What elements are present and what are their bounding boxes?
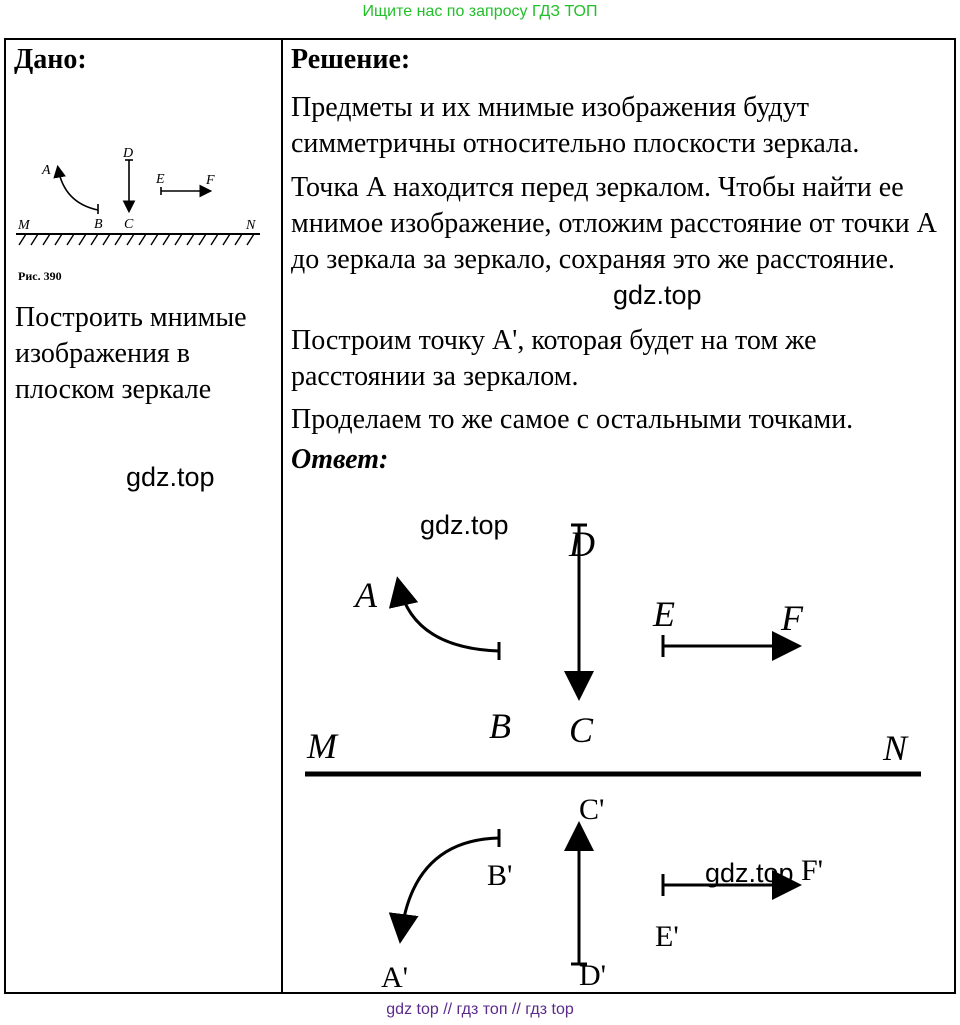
given-figure [14, 98, 264, 298]
given-label-c: C [124, 217, 134, 232]
bottom-banner: gdz top // гдз топ // гдз top [386, 1001, 574, 1018]
answer-label-d: D [569, 524, 595, 564]
answer-label-a: A [355, 575, 377, 615]
solution-paragraph-3: Построим точку А', которая будет на том же расстоянии за зеркалом. [291, 325, 817, 392]
given-label-f: F [206, 173, 215, 188]
given-mirror-hatching [19, 234, 254, 245]
solution-paragraph-1: Предметы и их мнимые изображения будут симметричны относительно плоскости зеркала. [291, 92, 860, 159]
answer-label-a-prime: A' [381, 961, 409, 994]
given-label-a: A [42, 163, 51, 178]
solution-paragraph-2: Точка А находится перед зеркалом. Чтобы найти ее мнимое изображение, отложим расстояние от точки А до зеркала за зеркало, сохраняя это же расстояние. [291, 172, 937, 275]
solution-heading: Решение: [291, 44, 411, 75]
answer-label: Ответ: [291, 444, 389, 475]
answer-label-f: F [781, 598, 803, 638]
answer-label-f-prime: F' [801, 854, 824, 887]
given-label-n: N [246, 218, 256, 233]
answer-curve-a-prime-b-prime [401, 838, 499, 935]
answer-label-e-prime: E' [655, 920, 679, 953]
answer-label-e: E [653, 594, 675, 634]
answer-label-b: B [489, 706, 511, 746]
solution-column [283, 40, 954, 992]
given-column [6, 40, 281, 992]
watermark: gdz.top [705, 858, 794, 888]
answer-label-d-prime: D' [579, 959, 607, 992]
given-heading: Дано: [14, 44, 87, 75]
solution-table [4, 38, 956, 994]
watermark: gdz.top [126, 462, 215, 492]
answer-label-n: N [883, 728, 908, 768]
solution-paragraph-4: Проделаем то же самое с остальными точками. [291, 404, 854, 435]
given-label-e: E [156, 172, 165, 187]
given-label-d: D [123, 146, 134, 161]
watermark: gdz.top [613, 280, 702, 310]
answer-label-m: M [307, 726, 337, 766]
watermark: gdz.top [420, 510, 509, 540]
answer-curve-ab [399, 585, 499, 651]
given-curve-ab [58, 168, 98, 210]
given-label-b: B [94, 217, 103, 232]
given-figure-caption: Рис. 390 [18, 269, 62, 283]
answer-label-c: C [569, 710, 594, 750]
answer-label-b-prime: B' [487, 859, 513, 892]
given-label-m: M [18, 218, 30, 233]
top-banner: Ищите нас по запросу ГДЗ ТОП [362, 3, 598, 20]
answer-label-c-prime: C' [579, 793, 605, 826]
answer-figure [283, 480, 954, 994]
task-text: Построить мнимые изображения в плоском зеркале [15, 302, 247, 405]
